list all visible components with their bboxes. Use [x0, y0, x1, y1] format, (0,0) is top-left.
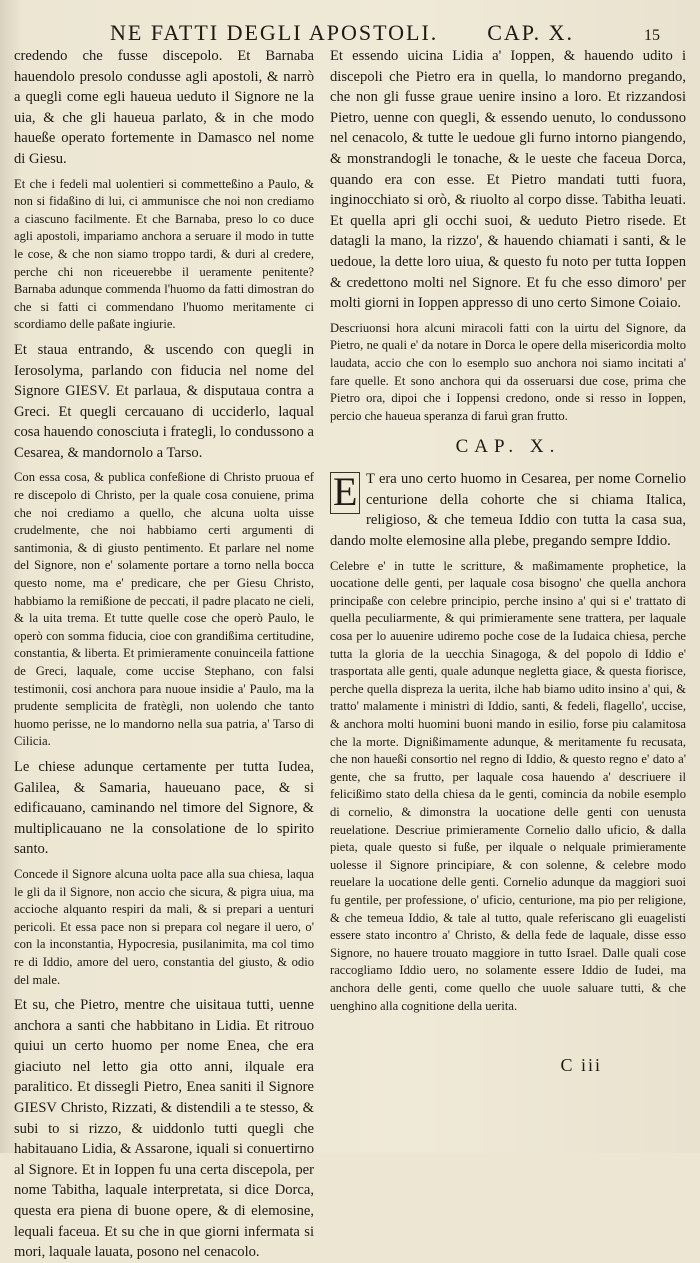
drop-cap: E: [330, 472, 360, 514]
commentary-paragraph: Descriuonsi hora alcuni miracoli fatti con la uirtu del Signore, da Pietro, ne quali e' da notare in Dorca le opere della misericordia molto laudata, accio che con lo esemplo suo anchora noi siamo incitati a' fare quelle. Et sono anchora qui da osseruarsi due cose, prima che Pietro ora, dipoi che i Ioppensi credono, onde si resso in Ioppen, percio che haueua speranza di faruì gran frutto.: [330, 320, 686, 423]
right-column: [330, 46, 686, 1063]
signature-mark: C iii: [560, 1055, 602, 1075]
scripture-paragraph: credendo che fusse discepolo. Et Barnaba hauendolo presolo condusse agli apostoli, & narrò a quegli come egli haueua ueduto il Signore ne la uia, & che gli haueua parlato, & in che modo haueße operato fortemente in Damasco nel nome di Giesu.: [14, 48, 314, 167]
commentary-paragraph: Celebre e' in tutte le scritture, & maßimamente prophetice, la uocatione delle genti, per laquale cosa bisogno' che quella anchora principaße con celebre principio, perche insino a' qui si e' trattato di quella peculiarmente, & qui primieramente sene trattera, per laquale cosa per lo auuenire udiremo poche cose de la Iudaica chiesa, perche tutta la gloria de la uecchia Sinagoga, & del popolo di Iddio e' trasportata alle genti, quale adunque negletta giace, & questa fiorisce, perche quella dispreza la uerita, ilche hab biamo udito insino a' qui, & tratto' malamente i ministri di Iddio, santi, & fedeli, flagello', uccise, & anchora molti huomini buoni mando in esilio, forse piu calamitosa che la morte. Dignißimamente adunque, & meritamente fu recusata, che non haueßi consortio nel regno di Iddio, & questo regno e' dato a' gente, che sa frutto, per laquale cosa hauendo a' descriuere il felicißimo stato della chiesa da le genti, comincia da nobile esemplo di cornelio, & dimonstra la uocatione delle genti con uenusta reuelatione. Descriue primieramente Cornelio dallo uficio, & dalla pieta, quale questo si fuße, per ilquale o nelquale primieramente uolesse il Signore principiare, & con solenne, & celebre modo reuelare la uocatione delle genti. Cornelio adunque da maggiori suoi fu gentile, per professione, o' uficio, centurione, ma pio per religione, & che temeua Iddio, & tale al tutto, quale referiscano gli euagelisti essere stato incontro a' Christo, & della fede de laquale, disse esso Signore, no hauere trouato maggiore in tutto Israel. Dalle quali cose raccogliamo Iddio uero, no solamente essere Iddio de Iudei, ma anchora delle genti, come quello che uuole saluare tutti, & che uenghino alla cognitione della uerita.: [330, 558, 686, 1013]
chapter-opening: [330, 469, 686, 551]
commentary-paragraph: Con essa cosa, & publica confeßione di Christo pruoua ef re discepolo di Christo, per la quale cosa conuiene, prima che noi crediamo a quello, che alcuna uolta uisse crudelmente, che noi habbiamo certi argumenti di santimonia, & di giusto pentimento. Et parlare nel nome del Signore, non e' solamente portare a torno nella bocca questo nome, ma e' predicare, che per Giesu Christo, habbiamo la remißione de peccati, il padre placato ne cieli, & la uita trema. Et tutte quelle cose che operò Paulo, le operò con somma fiducia, cioe con grandißima certitudine, constantia, & liberta. Et primieramente conuinceila fattione de Greci, laquale, come uccise Stephano, con falsi testimonii, cosi anchora para nuoue insidie a' Paulo, ma la prudente semplicita de fratègli, non uolendo che tanto huomo perisse, ne lo mandorno nella sua patria, a' Tarso di Cilicia.: [14, 470, 314, 749]
running-head-chapter: CAP. X.: [487, 20, 574, 45]
running-head: [110, 20, 660, 48]
scripture-paragraph: Et su, che Pietro, mentre che uisitaua tutti, uenne anchora a santi che habbitano in Lidia. Et ritrouo quiui un certo huomo per nome Enea, che era giaciuto nel letto gia otto anni, ilquale era paralitico. Et dissegli Pietro, Enea saniti il Signore GIESV Christo, Rizzati, & distendili a te stesso, & subi to si rizzo, & uiddonlo tutti quegli che habitauano Lidia, & Assarone, iquali si conuertirno al Signore. Et in Ioppen fu una certa discepola, per nome Tabitha, laquale interpretata, si dice Dorca, questa era piena di buone opere, & di elemosine, lequali faceua. Et su che in que giorni infermata si mori, laquale lauata, posono nel cenacolo.: [14, 997, 314, 1261]
commentary-paragraph: Et che i fedeli mal uolentieri si commetteßino a Paulo, & non si fidaßino di lui, ci ammunisce che noi non crediamo a ciascuno facilmente. Et che Barnaba, preso lo co duce agli apostoli, impariamo anchora a seruare il modo in tutte le cose, & che non siamo troppo tardi, & duri al credere, perche chi non riceuerebbe il ueramente penitente? Barnaba adunque commenda l'huomo da fatti dimostran do che si fatti ci commendano l'huomo meritamente ci scordiamo delle paßate ingiurie.: [14, 176, 314, 332]
scripture-paragraph: Le chiese adunque certamente per tutta Iudea, Galilea, & Samaria, haueuano pace, & si edificauano, caminando nel timore del Signore, & multiplicauano ne la consolatione de lo spirito santo.: [14, 758, 314, 858]
left-column: [14, 46, 314, 1261]
chapter-heading: CAP. X.: [455, 436, 561, 458]
commentary-paragraph: Concede il Signore alcuna uolta pace alla sua chiesa, laqua le gli da il Signore, non accio che sicura, & pigra uiua, ma accioche alquanto respiri da mali, & si prepari a uenturi pericoli. Et essa pace non si prepara col negare il uero, o' con la inconstantia, Hypocresia, pusilanimita, ma col timo re di Iddio, amore del uero, constantia del giusto, & odio del male.: [14, 866, 314, 987]
running-head-title: NE FATTI DEGLI APOSTOLI.: [110, 20, 439, 45]
scripture-paragraph: T era uno certo huomo in Cesarea, per nome Cornelio centurione della cohorte che si chiama Italica, religioso, & che temeua Iddio con tutta la casa sua, dando molte elemosine alla plebe, pregando sempre Iddio.: [330, 471, 686, 550]
page-number: 15: [644, 27, 660, 44]
scripture-paragraph: Et staua entrando, & uscendo con quegli in Ierosolyma, parlando con fiducia nel nome del Signore GIESV. Et parlaua, & disputaua contra a Greci. Et quegli cercauano di ucciderlo, laqual cosa hauendo conosciuta i frategli, lo condussono a Cesarea, & mandornolo a Tarso.: [14, 341, 314, 461]
scripture-paragraph: Et essendo uicina Lidia a' Ioppen, & hauendo udito i discepoli che Pietro era in quella, lo mandorno pregando, che non gli fusse graue uenire insino a loro. Et rizzandosi Pietro, uenne con quegli, & essendo uenuto, lo condussono nel cenacolo, & tutte le uedoue gli furno intorno piangendo, & monstrandogli le tonache, & le ueste che faceua Dorca, quando era con esse. Et Pietro mandati tutti fuora, inginocchiato si orò, & riuolto al corpo disse. Tabitha leuati. Et quella apri gli occhi suoi, & ueduto Pietro risede. Et datagli la mano, la rizzo', & hauendo chiamati i santi, & le uedoue, la dette loro uiua, & questo fu noto per tutta Ioppen & credettono molti nel Signore. Et fu che esso dimoro' per molti giorni in Ioppen appresso di uno certo Simone Coiaio.: [330, 48, 686, 312]
